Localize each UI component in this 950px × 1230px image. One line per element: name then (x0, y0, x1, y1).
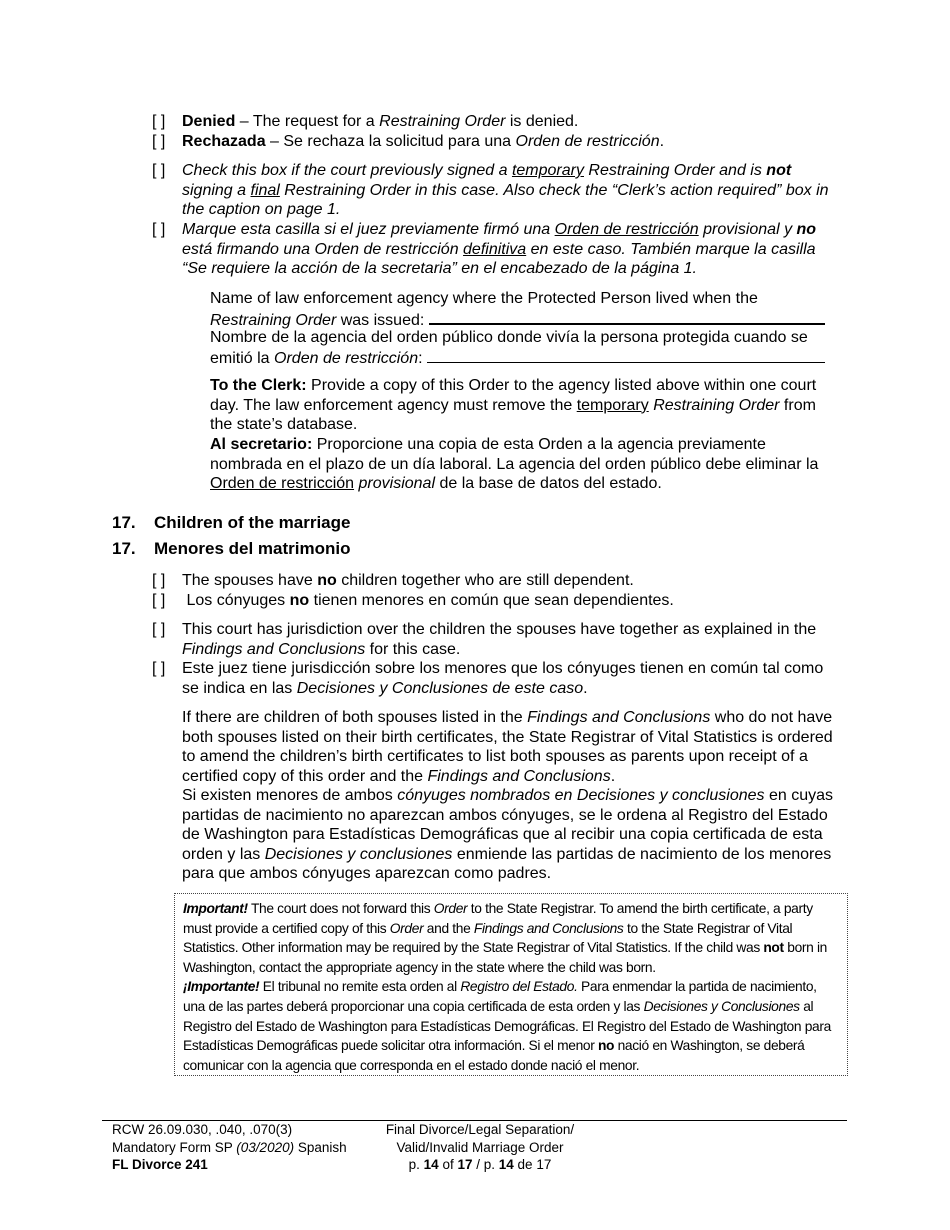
temp-order-text-es: Marque esta casilla si el juez previamente firmó una Orden de restricción provisional y no está firmando una Orden de restricción definitiva en este caso. También marque la casilla “Se requiere la acción de la secretaria” en el encabezado de la página 1. (182, 221, 817, 278)
section-number-es: 17. (112, 539, 136, 558)
important-notice-es: ¡Importante! El tribunal no remite esta orden al Registro del Estado. Para enmendar la partida de nacimiento, una de las partes deberá proporcionar una copia certificada de esta orden y las Decisiones y Conclusiones al Registro del Estado de Washington para Estadísticas Demográficas. El Registro del Estado de Washington para Estadísticas Demográficas puede solicitar otra información. Si el menor no nació en Washington, se deberá comunicar con la agencia que corresponda en el estado donde nació el menor. (183, 979, 831, 1073)
no-children-checkbox[interactable]: [ ] (152, 572, 166, 589)
jurisdiction-text-es: Este juez tiene jurisdicción sobre los menores que los cónyuges tienen en común tal como se indica en las Decisiones y Conclusiones de este caso. (182, 660, 824, 697)
section-title-en: Children of the marriage (154, 513, 351, 532)
footer-rcw: RCW 26.09.030, .040, .070(3) (112, 1122, 293, 1137)
jurisdiction-text-en: This court has jurisdiction over the children the spouses have together as explained in the Findings and Conclusions for this case. (182, 621, 817, 658)
footer-page-number: p. 14 of 17 / p. 14 de 17 (408, 1157, 552, 1172)
agency-field-es[interactable] (427, 348, 825, 363)
no-children-text-en: The spouses have no children together who are still dependent. (182, 572, 634, 589)
birth-cert-text-es: Si existen menores de ambos cónyuges nombrados en Decisiones y conclusiones en cuyas partidas de nacimiento no aparezcan ambos cónyuges, se le ordena al Registro del Estado de Washington para Estadísticas Demográficas que al recibir una copia certificada de esta orden y las Decisiones y conclusiones enmiende las partidas de nacimiento de los menores para que ambos cónyuges aparezcan como padres. (182, 787, 834, 883)
jurisdiction-checkbox[interactable]: [ ] (152, 621, 166, 638)
temp-order-checkbox[interactable]: [ ] (152, 162, 166, 179)
footer-mandatory-form: Mandatory Form SP (03/2020) Spanish (112, 1139, 347, 1155)
agency-field-en[interactable] (429, 309, 825, 325)
denied-text-es: Rechazada – Se rechaza la solicitud para una Orden de restricción. (182, 133, 665, 150)
important-notice-box (174, 893, 848, 1076)
agency-name-en: Name of law enforcement agency where the Protected Person lived when the Restraining Order was issued: (210, 289, 840, 330)
footer-title-1: Final Divorce/Legal Separation/ (385, 1122, 575, 1137)
footer-title-2: Valid/Invalid Marriage Order (396, 1139, 564, 1155)
jurisdiction-checkbox-es[interactable]: [ ] (152, 660, 166, 677)
temp-order-text-en: Check this box if the court previously signed a temporary Restraining Order and is not signing a final Restraining Order in this case. Also check the “Clerk’s action required” box in the caption on page 1. (182, 162, 829, 219)
temp-order-checkbox-es[interactable]: [ ] (152, 221, 166, 238)
footer-form-id: FL Divorce 241 (112, 1157, 208, 1172)
denied-checkbox-es[interactable]: [ ] (152, 133, 166, 150)
denied-text-en: Denied – The request for a Restraining Order is denied. (182, 113, 579, 130)
important-notice-en: Important! The court does not forward this Order to the State Registrar. To amend the birth certificate, a party must provide a certified copy of this Order and the Findings and Conclusions to the State Registrar of Vital Statistics. Other information may be required by the State Registrar of Vital Statistics. If the child was not born in Washington, contact the appropriate agency in the state where the child was born. (183, 901, 827, 975)
footer-left (112, 1121, 382, 1174)
no-children-text-es: Los cónyuges no tienen menores en común que sean dependientes. (182, 592, 674, 609)
section-number: 17. (112, 513, 136, 532)
birth-cert-text-en: If there are children of both spouses listed in the Findings and Conclusions who do not have both spouses listed on their birth certificates, the State Registrar of Vital Statistics is ordered to amend the children’s birth certificates to list both spouses as parents upon receipt of a certified copy of this order and the Findings and Conclusions. (182, 709, 833, 785)
agency-name-es: Nombre de la agencia del orden público donde vivía la persona protegida cuando se emitió la Orden de restricción: (210, 328, 840, 368)
denied-checkbox[interactable]: [ ] (152, 113, 166, 130)
clerk-instructions-es: Al secretario: Proporcione una copia de esta Orden a la agencia previamente nombrada en el plazo de un día laboral. La agencia del orden público debe eliminar la Orden de restricción provisional de la base de datos del estado. (210, 436, 819, 493)
clerk-instructions-en: To the Clerk: Provide a copy of this Order to the agency listed above within one court day. The law enforcement agency must remove the temporary Restraining Order from the state’s database. (210, 377, 817, 434)
no-children-checkbox-es[interactable]: [ ] (152, 592, 166, 609)
footer-center (370, 1121, 590, 1174)
section-title-es: Menores del matrimonio (154, 539, 351, 558)
